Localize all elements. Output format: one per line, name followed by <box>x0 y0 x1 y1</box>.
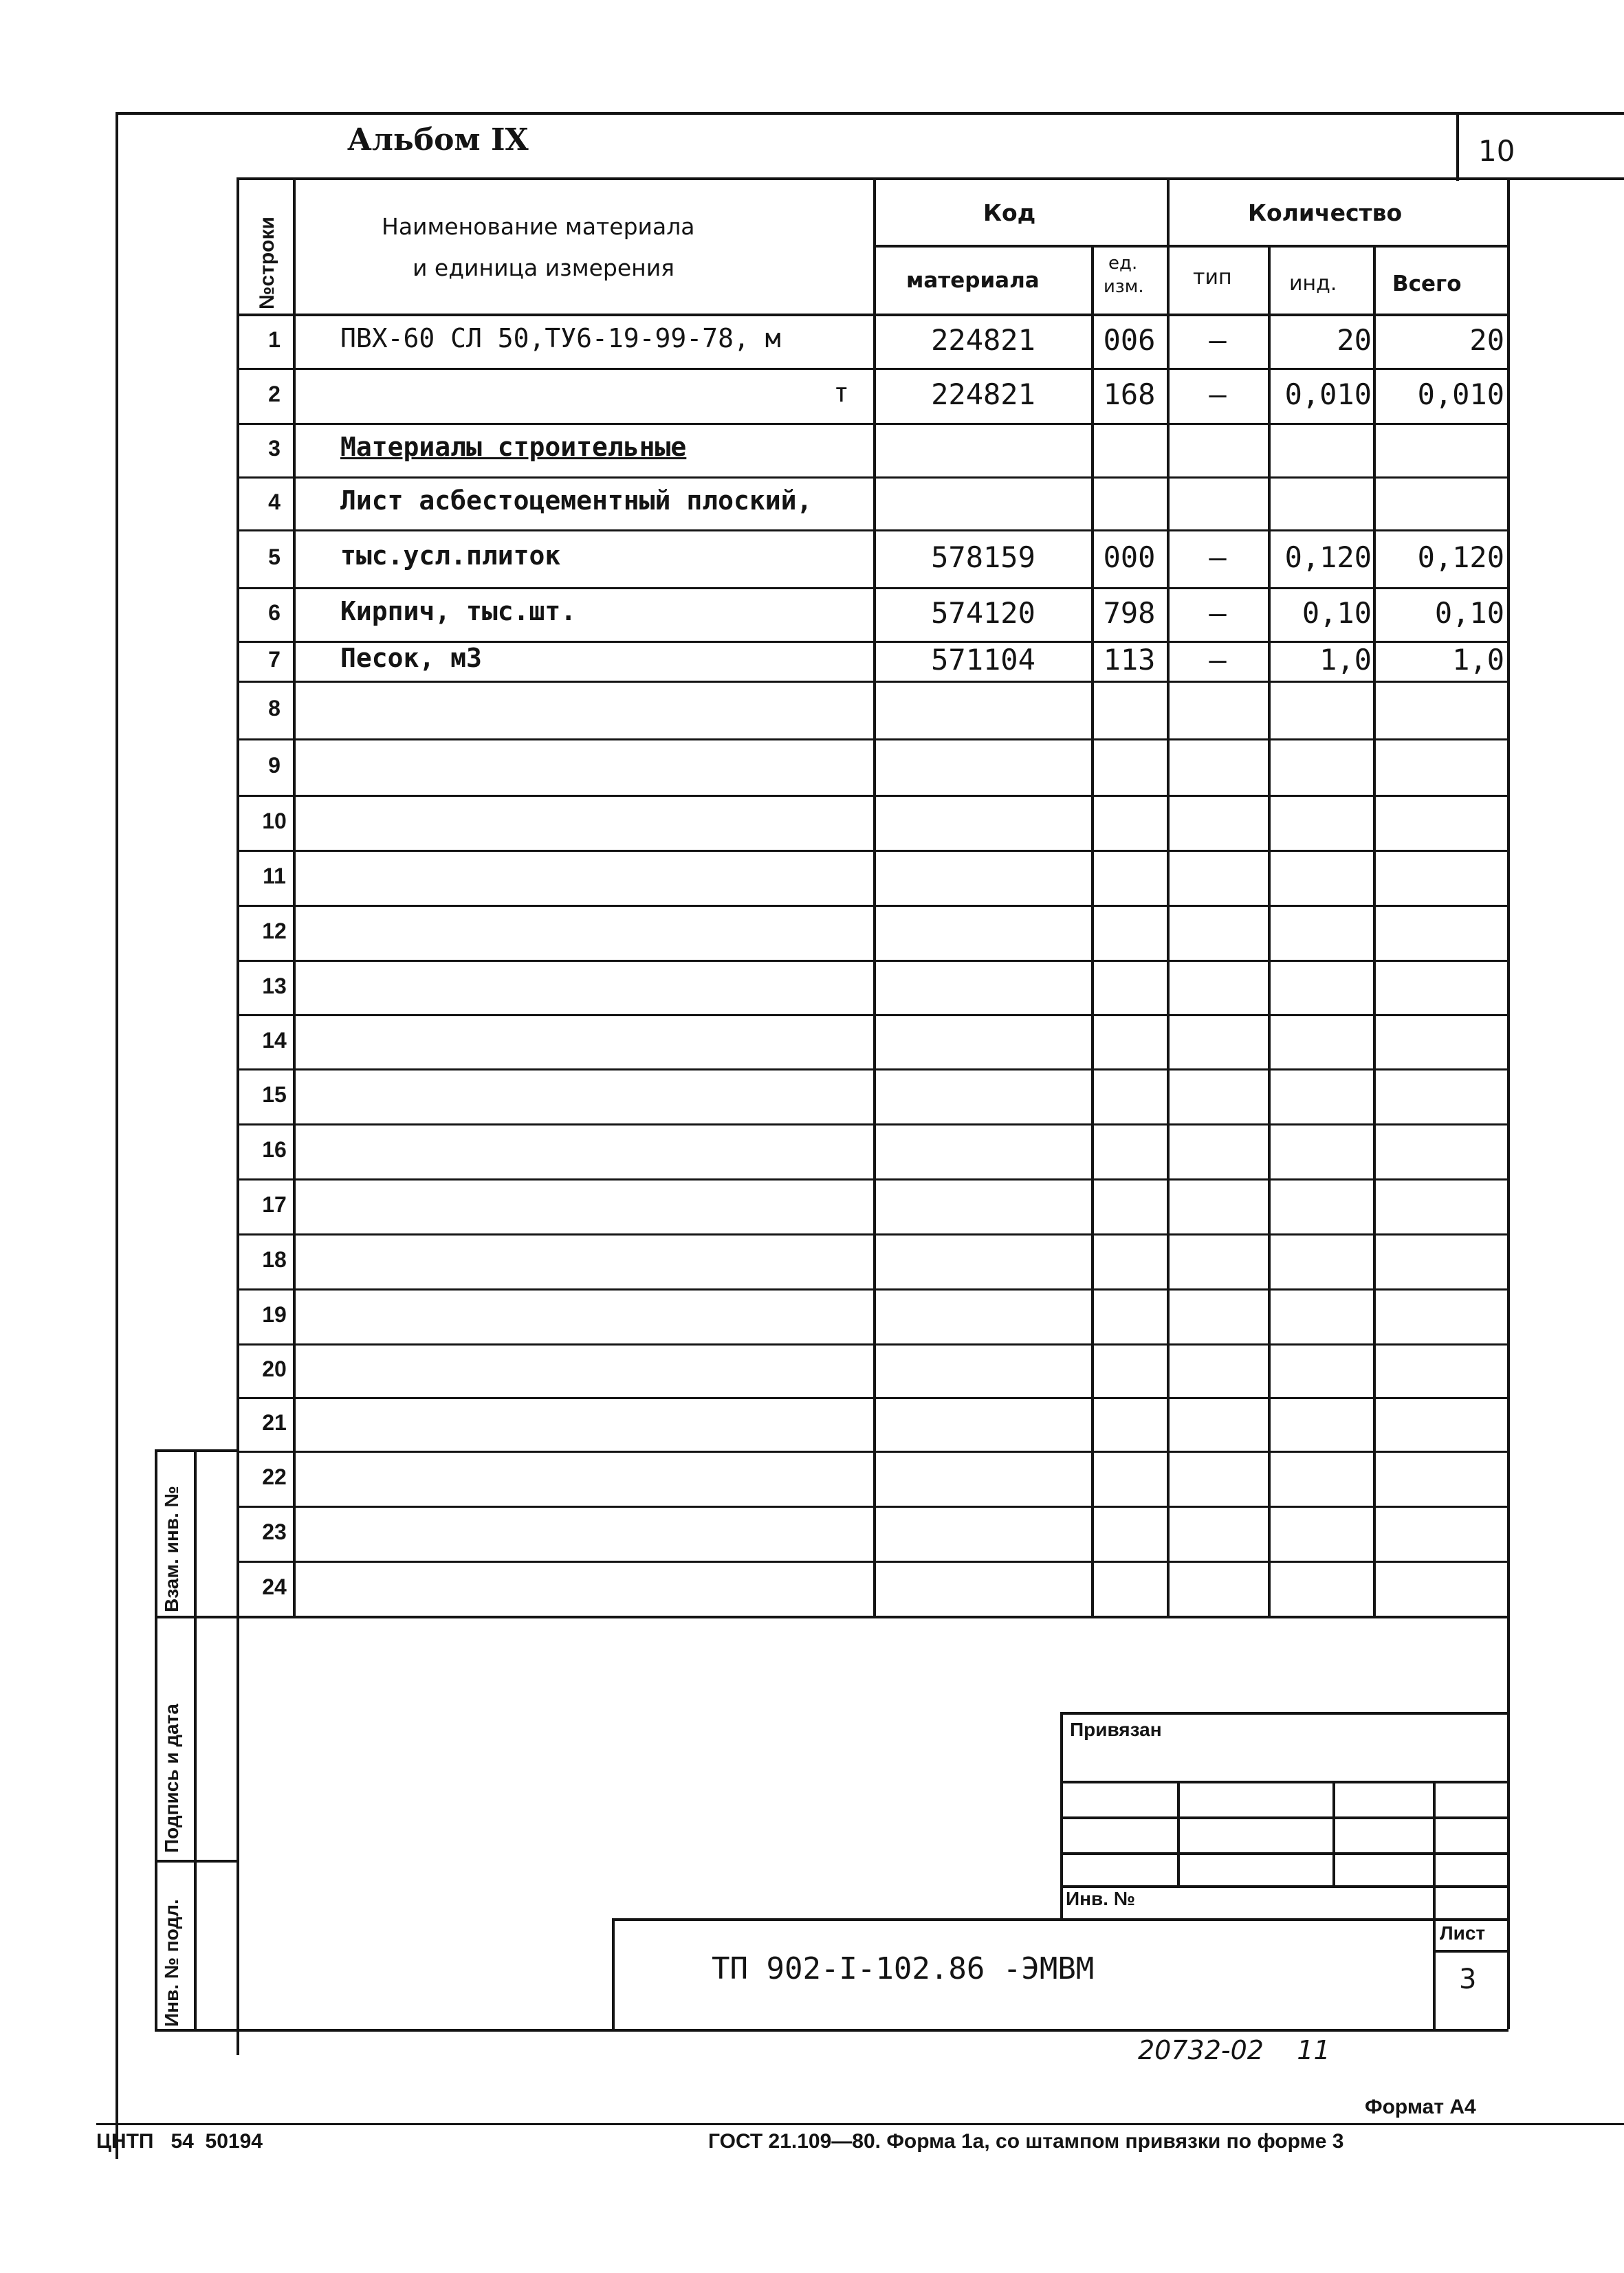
side-stamp-mid <box>194 1449 197 2029</box>
side-stamp-sep-1 <box>155 1616 238 1618</box>
stamp-privyazan: Привязан <box>1070 1719 1162 1740</box>
cell-unit: 798 <box>1103 596 1156 630</box>
row-separator <box>237 1616 1508 1618</box>
row-number: 1 <box>268 327 281 352</box>
row-number: 21 <box>262 1410 287 1435</box>
cell-name: тыс.усл.плиток <box>340 540 561 571</box>
album-title: Альбом IX <box>347 122 529 157</box>
stamp-line-3 <box>1060 1852 1508 1855</box>
under-stamp-note: 20732-02 11 <box>1138 2035 1330 2065</box>
row-number: 23 <box>262 1519 287 1544</box>
row-separator <box>237 1397 1508 1399</box>
row-separator <box>237 905 1508 907</box>
footer-format: Формат А4 <box>1365 2096 1476 2118</box>
row-number: 3 <box>268 436 281 461</box>
cell-total: 0,10 <box>1434 596 1504 630</box>
row-separator <box>237 1506 1508 1508</box>
row-separator <box>237 1561 1508 1563</box>
row-separator <box>237 1178 1508 1181</box>
side-stamp-sep-2 <box>155 1860 238 1863</box>
stamp-col-2 <box>1332 1781 1335 1885</box>
row-separator <box>237 1451 1508 1453</box>
frame-right <box>1507 177 1510 2029</box>
cell-total: 1,0 <box>1452 643 1504 677</box>
header-code-unit-1: ед. <box>1108 253 1138 274</box>
stamp-top <box>1060 1712 1508 1715</box>
row-separator <box>237 423 1508 425</box>
side-stamp-top <box>155 1449 238 1452</box>
row-separator <box>237 850 1508 852</box>
cell-ind: 0,10 <box>1302 596 1372 630</box>
cell-material: 574120 <box>931 596 1035 630</box>
side-inv-podl: Инв. № подл. <box>161 1899 182 2027</box>
frame-bottom <box>155 2029 1508 2032</box>
cell-name: Материалы строительные <box>340 432 687 462</box>
row-number: 15 <box>262 1082 287 1107</box>
cell-name: т <box>833 377 849 408</box>
cell-total: 20 <box>1469 322 1504 357</box>
row-separator <box>237 1014 1508 1016</box>
row-number: 13 <box>262 973 287 998</box>
col-sep-unit <box>1091 245 1094 1616</box>
row-number: 7 <box>268 647 281 672</box>
row-number: 12 <box>262 919 287 943</box>
cell-total: 0,120 <box>1417 540 1504 574</box>
corner-box-left <box>1456 112 1459 181</box>
cell-ind: 1,0 <box>1319 643 1372 677</box>
stamp-inv-no: Инв. № <box>1066 1888 1136 1909</box>
row-number: 17 <box>262 1192 287 1217</box>
cell-unit: 113 <box>1103 643 1156 677</box>
row-number: 24 <box>262 1574 287 1599</box>
frame-left <box>116 112 118 2159</box>
header-quantity: Количество <box>1248 199 1403 226</box>
row-separator <box>237 738 1508 740</box>
cell-ind: 0,120 <box>1284 540 1372 574</box>
col-sep-ind <box>1373 245 1376 1616</box>
stamp-col-1 <box>1177 1781 1180 1885</box>
row-separator <box>237 587 1508 589</box>
side-stamp-left <box>155 1449 157 2029</box>
row-separator <box>237 476 1508 479</box>
frame-inner-left <box>237 177 239 2055</box>
cell-type: – <box>1209 540 1227 574</box>
stamp-line-2 <box>1060 1816 1508 1819</box>
header-code-material: материала <box>906 268 1040 293</box>
row-separator <box>237 529 1508 531</box>
row-number: 4 <box>268 489 281 514</box>
stamp-list-value: 3 <box>1459 1964 1477 1995</box>
cell-unit: 006 <box>1103 322 1156 357</box>
header-qty-ind: инд. <box>1289 272 1337 296</box>
side-podpis-data: Подпись и дата <box>161 1704 182 1853</box>
stamp-col-3 <box>1433 1781 1436 2029</box>
row-separator <box>237 1068 1508 1070</box>
row-separator <box>237 960 1508 962</box>
cell-name: Лист асбестоцементный плоский, <box>340 485 813 516</box>
row-separator <box>237 1288 1508 1291</box>
row-number: 16 <box>262 1137 287 1162</box>
header-code: Код <box>983 199 1036 226</box>
table-header-bottom <box>237 314 1508 316</box>
cell-ind: 0,010 <box>1284 377 1372 411</box>
header-name-2: и единица измерения <box>413 254 675 281</box>
cell-material: 571104 <box>931 643 1035 677</box>
row-number: 14 <box>262 1027 287 1053</box>
cell-name: Кирпич, тыс.шт. <box>340 596 577 626</box>
header-code-unit-2: изм. <box>1104 276 1144 297</box>
side-vzam-inv: Взам. инв. № <box>161 1486 182 1612</box>
row-number: 8 <box>268 696 281 721</box>
stamp-line-1 <box>1060 1781 1508 1783</box>
title-block-top <box>612 1918 1508 1921</box>
row-number: 5 <box>268 545 281 569</box>
cell-name: ПВХ-60 СЛ 50,ТУ6-19-99-78, м <box>340 322 781 353</box>
header-qty-total: Всего <box>1392 272 1462 296</box>
row-number: 19 <box>262 1302 287 1327</box>
col-sep-type <box>1268 245 1271 1616</box>
row-number: 2 <box>268 382 281 406</box>
header-name-1: Наименование материала <box>382 213 695 240</box>
row-separator <box>237 681 1508 683</box>
row-number: 20 <box>262 1357 287 1381</box>
list-box-sep <box>1433 1950 1508 1953</box>
sheet-corner-number: 10 <box>1478 134 1515 168</box>
row-number: 6 <box>268 600 281 625</box>
table-top <box>237 177 1508 180</box>
row-separator <box>237 795 1508 797</box>
row-number: 18 <box>262 1247 287 1272</box>
row-number: 22 <box>262 1464 287 1489</box>
title-block-left <box>612 1918 615 2029</box>
cell-type: – <box>1209 377 1227 411</box>
col-sep-rownum <box>293 177 296 1616</box>
cell-type: – <box>1209 322 1227 357</box>
cell-unit: 000 <box>1103 540 1156 574</box>
header-rownum: №строки <box>256 217 278 309</box>
row-number: 11 <box>263 864 286 888</box>
cell-type: – <box>1209 643 1227 677</box>
stamp-list-label: Лист <box>1440 1922 1486 1944</box>
footer-left-code: ЦНТП 54 50194 <box>96 2130 263 2153</box>
row-separator <box>237 1343 1508 1346</box>
cell-type: – <box>1209 596 1227 630</box>
cell-name: Песок, м3 <box>340 643 482 673</box>
cell-total: 0,010 <box>1417 377 1504 411</box>
cell-material: 578159 <box>931 540 1035 574</box>
row-number: 9 <box>268 753 281 778</box>
col-sep-name <box>873 177 876 1616</box>
cell-ind: 20 <box>1337 322 1372 357</box>
cell-material: 224821 <box>931 322 1035 357</box>
row-separator <box>237 1233 1508 1236</box>
table-subheader-line <box>873 245 1508 248</box>
cell-material: 224821 <box>931 377 1035 411</box>
cell-unit: 168 <box>1103 377 1156 411</box>
frame-top <box>116 112 1624 115</box>
row-separator <box>237 368 1508 370</box>
stamp-doc-code: ТП 902-I-102.86 -ЭМВМ <box>712 1951 1095 1986</box>
footer-gost: ГОСТ 21.109—80. Форма 1а, со штампом привязки по форме 3 <box>708 2130 1344 2153</box>
header-qty-type: тип <box>1193 265 1232 289</box>
row-separator <box>237 1123 1508 1125</box>
footer-line <box>96 2123 1624 2125</box>
row-number: 10 <box>262 809 287 833</box>
